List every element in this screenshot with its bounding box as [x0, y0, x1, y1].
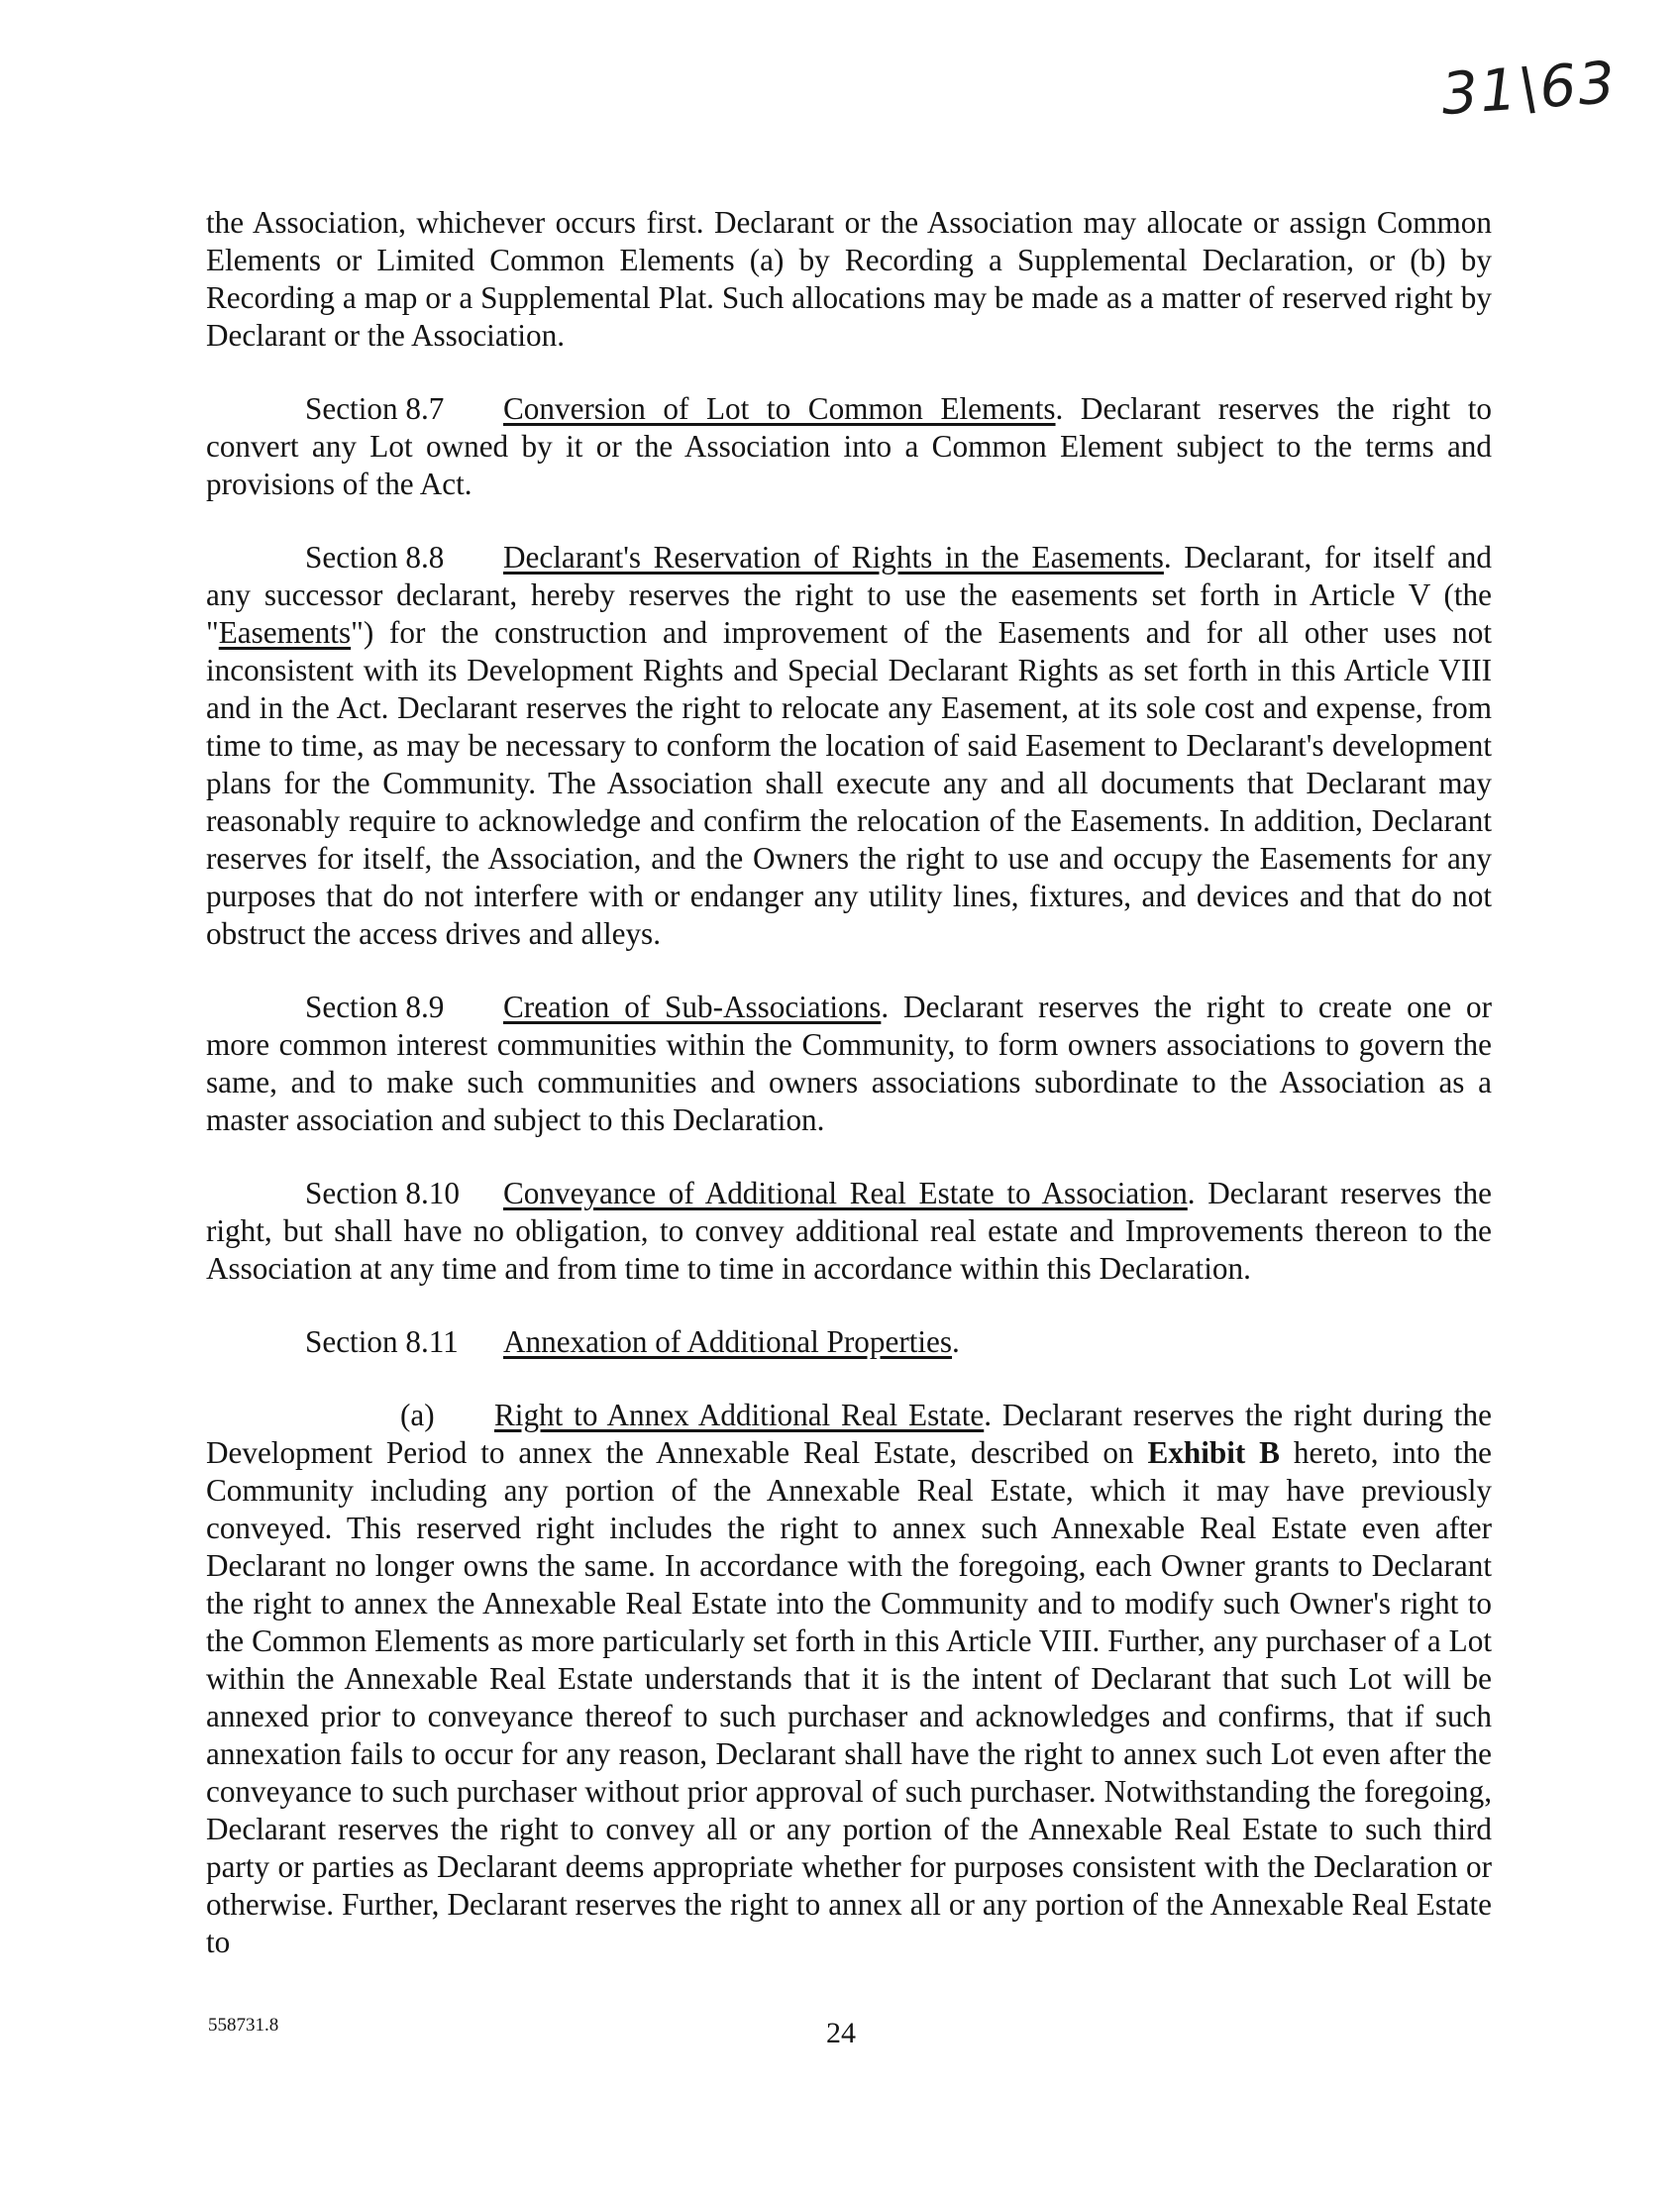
section-title: Annexation of Additional Properties — [503, 1324, 953, 1359]
document-body — [206, 204, 1492, 1997]
footer-document-id: 558731.8 — [208, 2015, 279, 2036]
section-8-9 — [206, 989, 1492, 1139]
section-text: . Declarant reserves the right to create one or more common interest communities within the Community, to form owners associations to govern the same, and to make such communities and owners associations subordinate to the Association as a master association and subject to this Declaration. — [206, 990, 1492, 1137]
subsection-text: . Declarant reserves the right during the Development Period to annex the Annexable Real Estate, described on — [206, 1398, 1492, 1470]
section-text-cont: ") for the construction and improvement of the Easements and for all other uses not inconsistent with its Development Rights and Special Declarant Rights as set forth in this Article VIII and in the Act. Declarant reserves the right to relocate any Easement, at its sole cost and expense, from time to time, as may be necessary to conform the location of said Easement to Declarant's development plans for the Community. The Association shall execute any and all documents that Declarant may reasonably require to acknowledge and confirm the relocation of the Easements. In addition, Declarant reserves for itself, the Association, and the Owners the right to use and occupy the Easements for any purposes that do not interfere with or endanger any utility lines, fixtures, and devices and that do not obstruct the access drives and alleys. — [206, 615, 1492, 951]
paragraph-continuation: the Association, whichever occurs first. Declarant or the Association may allocate or assign Common Elements or Limited Common Elements (a) by Recording a Supplemental Declaration, or (b) by Recording a map or a Supplemental Plat. Such allocations may be made as a matter of reserved right by Declarant or the Association. — [206, 205, 1492, 353]
section-8-11-a — [206, 1397, 1492, 1961]
subsection-text-cont: hereto, into the Community including any portion of the Annexable Real Estate, which it may have previously conveyed. This reserved right includes the right to annex such Annexable Real Estate even after Declarant no longer owns the same. In accordance with the foregoing, each Owner grants to Declarant the right to annex the Annexable Real Estate into the Community and to modify such Owner's right to the Common Elements as more particularly set forth in this Article VIII. Further, any purchaser of a Lot within the Annexable Real Estate understands that it is the intent of Declarant that such Lot will be annexed prior to conveyance thereof to such purchaser and acknowledges and confirms, that if such annexation fails to occur for any reason, Declarant shall have the right to annex such Lot even after the conveyance to such purchaser without prior approval of such purchaser. Notwithstanding the foregoing, Declarant reserves the right to convey all or any portion of the Annexable Real Estate to such third party or parties as Declarant deems appropriate whether for purposes consistent with the Declaration or otherwise. Further, Declarant reserves the right to annex all or any portion of the Annexable Real Estate to — [206, 1435, 1493, 1959]
section-label: Section 8.11 — [305, 1324, 459, 1359]
section-label: Section 8.10 — [305, 1176, 460, 1210]
exhibit-reference: Exhibit B — [1147, 1435, 1280, 1470]
subsection-label: (a) — [400, 1398, 435, 1432]
section-label: Section 8.9 — [305, 990, 445, 1024]
section-8-8 — [206, 539, 1492, 953]
section-text: . Declarant reserves the right to convert any Lot owned by it or the Association into a Common Element subject to the terms and provisions of the Act. — [206, 391, 1492, 501]
handwritten-page-note: 31\63 — [1438, 48, 1620, 129]
section-label: Section 8.7 — [305, 391, 445, 426]
section-8-7 — [206, 390, 1492, 503]
section-text: . Declarant reserves the right, but shall have no obligation, to convey additional real estate and Improvements thereon to the Association at any time and from time to time in accordance within this Declaration. — [206, 1176, 1492, 1286]
section-8-10 — [206, 1175, 1492, 1288]
section-title: Creation of Sub-Associations — [503, 990, 882, 1024]
section-8-11 — [206, 1323, 1492, 1361]
subsection-title: Right to Annex Additional Real Estate — [494, 1398, 985, 1432]
section-title: Declarant's Reservation of Rights in the Easements — [503, 540, 1164, 575]
section-text: . Declarant, for itself and any successor declarant, hereby reserves the right to use the easements set forth in Article V (the " — [206, 540, 1492, 650]
section-title: Conversion of Lot to Common Elements — [503, 391, 1056, 426]
section-text: . — [952, 1324, 960, 1359]
section-title: Conveyance of Additional Real Estate to Association — [503, 1176, 1188, 1210]
page-number: 24 — [826, 2017, 856, 2049]
section-label: Section 8.8 — [305, 540, 445, 575]
defined-term: Easements — [218, 615, 352, 650]
